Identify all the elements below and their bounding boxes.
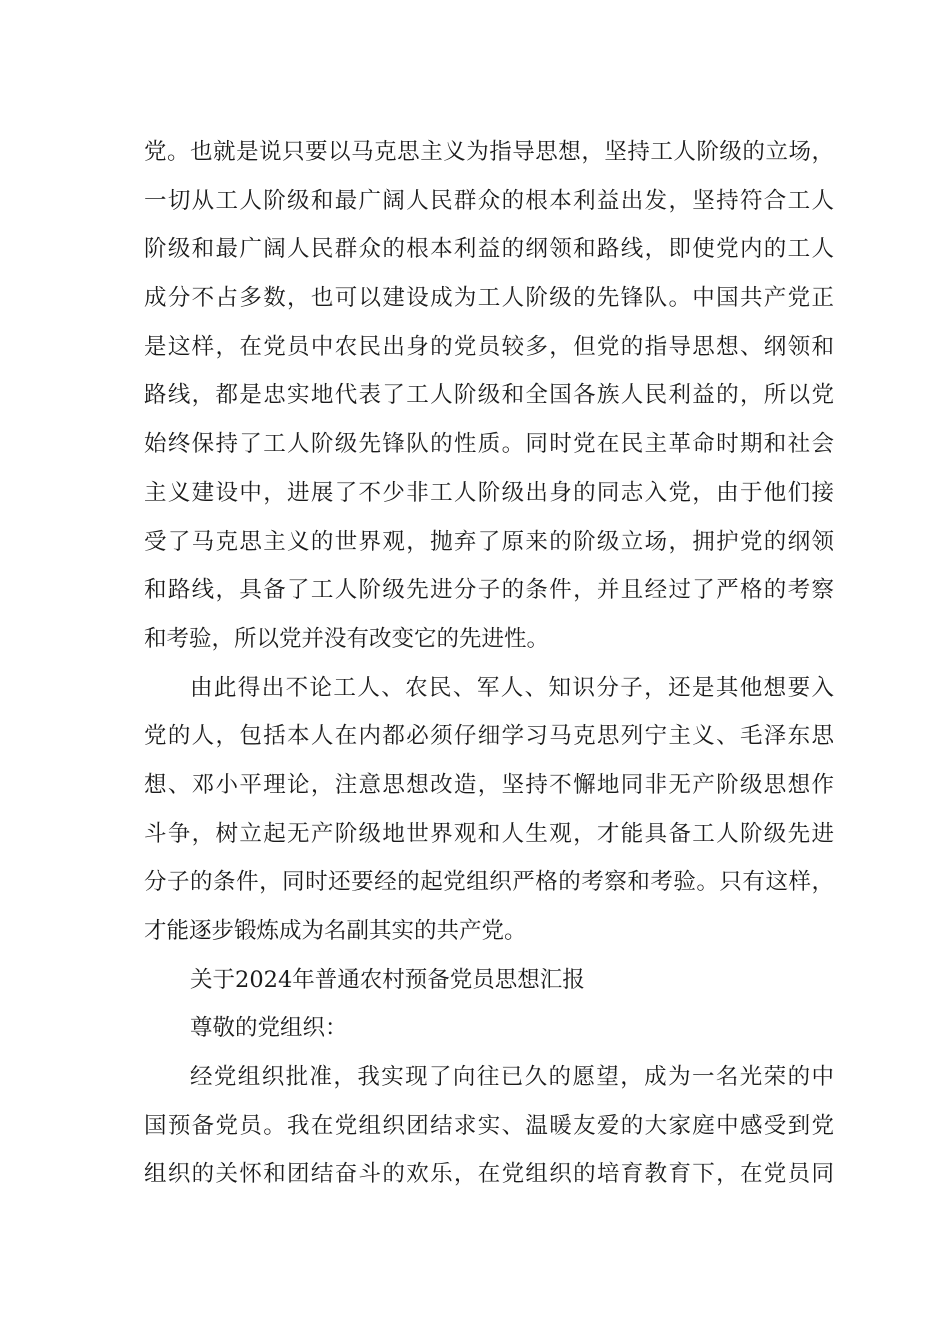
- paragraph-first-line: 由此得出不论工人、农民、军人、知识分子，还是其他想要入: [190, 674, 834, 701]
- text-line: 分子的条件，同时还要经的起党组织严格的考察和考验。只有这样，: [144, 869, 834, 896]
- text-line: 受了马克思主义的世界观，抛弃了原来的阶级立场，拥护党的纲领: [144, 528, 834, 555]
- paragraph-first-line: 经党组织批准，我实现了向往已久的愿望，成为一名光荣的中: [190, 1064, 834, 1091]
- text-line: 想、邓小平理论，注意思想改造，坚持不懈地同非无产阶级思想作: [144, 771, 834, 798]
- salutation: 尊敬的党组织：: [190, 1015, 348, 1042]
- text-line: 组织的关怀和团结奋斗的欢乐，在党组织的培育教育下，在党员同: [144, 1161, 834, 1188]
- text-line: 斗争，树立起无产阶级地世界观和人生观，才能具备工人阶级先进: [144, 820, 834, 847]
- text-line: 是这样，在党员中农民出身的党员较多，但党的指导思想、纲领和: [144, 333, 834, 360]
- text-line: 路线，都是忠实地代表了工人阶级和全国各族人民利益的，所以党: [144, 382, 834, 409]
- text-line: 一切从工人阶级和最广阔人民群众的根本利益出发，坚持符合工人: [144, 187, 834, 214]
- text-line: 始终保持了工人阶级先锋队的性质。同时党在民主革命时期和社会: [144, 431, 834, 458]
- text-line: 才能逐步锻炼成为名副其实的共产党。: [144, 918, 527, 944]
- section-title: 关于2024年普通农村预备党员思想汇报: [190, 966, 585, 993]
- text-line: 国预备党员。我在党组织团结求实、温暖友爱的大家庭中感受到党: [144, 1112, 834, 1139]
- text-line: 成分不占多数，也可以建设成为工人阶级的先锋队。中国共产党正: [144, 285, 834, 312]
- text-line: 阶级和最广阔人民群众的根本利益的纲领和路线，即使党内的工人: [144, 236, 834, 263]
- text-line: 主义建设中，进展了不少非工人阶级出身的同志入党，由于他们接: [144, 479, 834, 506]
- text-line: 党。也就是说只要以马克思主义为指导思想，坚持工人阶级的立场，: [144, 139, 834, 165]
- text-line: 和路线，具备了工人阶级先进分子的条件，并且经过了严格的考察: [144, 577, 834, 604]
- text-line: 党的人，包括本人在内都必须仔细学习马克思列宁主义、毛泽东思: [144, 723, 834, 750]
- document-body: [144, 128, 834, 1199]
- text-line: 和考验，所以党并没有改变它的先进性。: [144, 625, 550, 652]
